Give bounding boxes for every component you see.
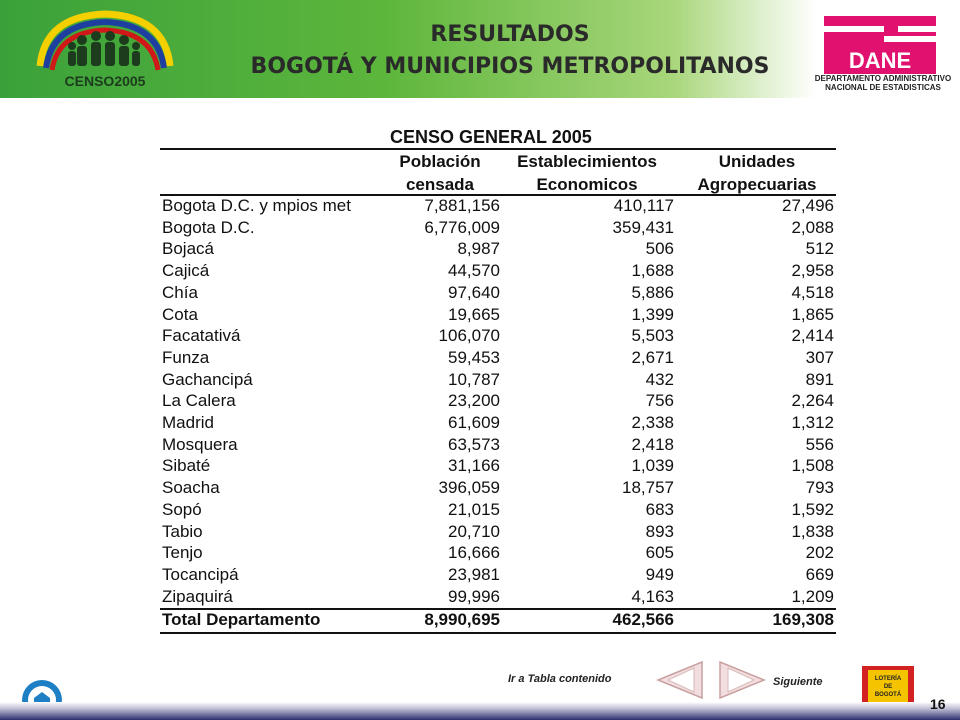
row-unidades: 2,088 — [791, 217, 834, 237]
row-establecimientos: 2,418 — [631, 434, 674, 454]
row-name: Mosquera — [162, 434, 238, 454]
row-unidades: 1,865 — [791, 304, 834, 324]
loteria-line1: LOTERÍA — [874, 676, 902, 682]
row-establecimientos: 605 — [645, 543, 674, 563]
row-name: Cajicá — [162, 261, 210, 281]
row-unidades: 1,592 — [791, 499, 834, 519]
table-row — [160, 326, 836, 348]
row-establecimientos: 949 — [645, 564, 674, 584]
row-establecimientos: 1,688 — [631, 261, 674, 281]
row-unidades: 4,518 — [791, 282, 834, 302]
row-unidades: 202 — [805, 543, 834, 563]
row-unidades: 1,312 — [791, 413, 834, 432]
total-name: Total Departamento — [162, 610, 321, 629]
header-establecimientos-line2: Economicos — [536, 175, 638, 194]
row-poblacion: 23,200 — [448, 391, 500, 411]
loteria-line3: BOGOTÁ — [874, 692, 902, 698]
row-establecimientos: 2,338 — [631, 413, 674, 432]
row-poblacion: 10,787 — [448, 369, 500, 389]
header-poblacion-line2: censada — [405, 175, 475, 194]
row-unidades: 307 — [805, 347, 834, 367]
row-establecimientos: 5,886 — [631, 282, 674, 302]
total-row — [160, 610, 836, 632]
table-row — [160, 305, 836, 327]
header-unidades — [674, 150, 840, 196]
table-row — [160, 478, 836, 500]
header-establecimientos — [500, 150, 674, 196]
table-row — [160, 370, 836, 392]
row-poblacion: 23,981 — [448, 564, 500, 584]
row-establecimientos: 18,757 — [622, 478, 674, 498]
row-establecimientos: 2,671 — [631, 347, 674, 367]
table-row — [160, 587, 836, 609]
row-name: Tenjo — [162, 543, 203, 563]
row-establecimientos: 5,503 — [631, 326, 674, 346]
row-poblacion: 6,776,009 — [424, 217, 500, 237]
total-unidades: 169,308 — [772, 610, 834, 629]
total-establecimientos: 462,566 — [612, 610, 674, 629]
row-poblacion: 44,570 — [448, 261, 500, 281]
table-row — [160, 239, 836, 261]
page-subtitle: BOGOTÁ Y MUNICIPIOS METROPOLITANOS — [250, 54, 770, 79]
table-row — [160, 196, 836, 218]
table-row — [160, 283, 836, 305]
header-unidades-line2: Agropecuarias — [697, 175, 817, 194]
row-establecimientos: 893 — [645, 521, 674, 541]
table-row — [160, 522, 836, 544]
page-number: 16 — [930, 696, 946, 712]
row-poblacion: 99,996 — [448, 586, 500, 606]
table-row — [160, 413, 836, 435]
row-name: Bogota D.C. — [162, 217, 255, 237]
row-name: Sibaté — [162, 456, 211, 476]
row-name: Sopó — [162, 499, 202, 519]
dane-logo-text: DANE — [848, 48, 912, 73]
row-poblacion: 7,881,156 — [424, 196, 500, 215]
row-name: Funza — [162, 347, 210, 367]
header-poblacion — [380, 150, 500, 196]
row-name: Zipaquirá — [162, 586, 233, 606]
total-poblacion: 8,990,695 — [424, 610, 500, 629]
row-unidades: 1,209 — [791, 586, 834, 606]
table-row — [160, 435, 836, 457]
row-establecimientos: 1,399 — [631, 304, 674, 324]
row-poblacion: 31,166 — [448, 456, 500, 476]
row-unidades: 556 — [805, 434, 834, 454]
row-poblacion: 61,609 — [448, 413, 500, 432]
row-unidades: 27,496 — [782, 196, 834, 215]
row-name: Soacha — [162, 478, 220, 498]
row-name: Cota — [162, 304, 198, 324]
row-unidades: 512 — [805, 239, 834, 259]
row-poblacion: 97,640 — [448, 282, 500, 302]
table-row — [160, 565, 836, 587]
row-name: Bojacá — [162, 239, 214, 259]
table-title: CENSO GENERAL 2005 — [390, 127, 592, 147]
row-establecimientos: 432 — [645, 369, 674, 389]
row-name: Facatativá — [162, 326, 241, 346]
row-poblacion: 59,453 — [448, 347, 500, 367]
censo-2005-logo — [30, 6, 180, 92]
row-name: Gachancipá — [162, 369, 253, 389]
row-establecimientos: 1,039 — [631, 456, 674, 476]
row-establecimientos: 359,431 — [612, 217, 674, 237]
nav-next-link[interactable]: Siguiente — [773, 676, 823, 688]
header-establecimientos-line1: Establecimientos — [517, 152, 657, 171]
row-unidades: 2,414 — [791, 326, 834, 346]
table-row — [160, 543, 836, 565]
row-poblacion: 396,059 — [438, 478, 500, 498]
loteria-line2: DE — [883, 684, 893, 690]
table-row — [160, 500, 836, 522]
row-poblacion: 16,666 — [448, 543, 500, 563]
row-name: La Calera — [162, 391, 236, 411]
nav-table-link[interactable]: Ir a Tabla contenido — [508, 673, 612, 685]
row-unidades: 1,508 — [791, 456, 834, 476]
header-unidades-line1: Unidades — [718, 152, 796, 171]
total-bottom-rule — [160, 632, 836, 634]
page-title: RESULTADOS — [430, 22, 590, 47]
row-unidades: 793 — [805, 478, 834, 498]
row-establecimientos: 506 — [645, 239, 674, 259]
row-unidades: 2,958 — [791, 261, 834, 281]
row-establecimientos: 756 — [645, 391, 674, 411]
table-row — [160, 456, 836, 478]
previous-arrow-icon[interactable] — [654, 660, 706, 700]
next-arrow-icon[interactable] — [716, 660, 768, 700]
table-row — [160, 261, 836, 283]
dane-subtitle-line1: DEPARTAMENTO ADMINISTRATIVO — [814, 74, 952, 83]
row-poblacion: 20,710 — [448, 521, 500, 541]
row-poblacion: 8,987 — [457, 239, 500, 259]
row-name: Tocancipá — [162, 564, 239, 584]
dane-subtitle-line2: NACIONAL DE ESTADISTICAS — [825, 83, 941, 92]
row-establecimientos: 410,117 — [613, 196, 674, 215]
row-unidades: 891 — [805, 369, 834, 389]
censo-logo-text: CENSO2005 — [64, 73, 146, 89]
row-unidades: 669 — [805, 564, 834, 584]
table-row — [160, 218, 836, 240]
row-poblacion: 63,573 — [448, 434, 500, 454]
row-establecimientos: 683 — [645, 499, 674, 519]
dane-subtitle — [808, 74, 958, 92]
row-poblacion: 19,665 — [448, 304, 500, 324]
row-name: Bogota D.C. y mpios met — [162, 196, 351, 215]
row-poblacion: 106,070 — [438, 326, 500, 346]
row-establecimientos: 4,163 — [631, 586, 674, 606]
row-poblacion: 21,015 — [448, 499, 500, 519]
table-row — [160, 348, 836, 370]
table-row — [160, 391, 836, 413]
footer-bar — [0, 702, 960, 720]
row-name: Tabio — [162, 521, 203, 541]
row-unidades: 2,264 — [791, 391, 834, 411]
header-poblacion-line1: Población — [399, 152, 481, 171]
row-unidades: 1,838 — [791, 521, 834, 541]
row-name: Chía — [162, 282, 198, 302]
row-name: Madrid — [162, 413, 214, 432]
